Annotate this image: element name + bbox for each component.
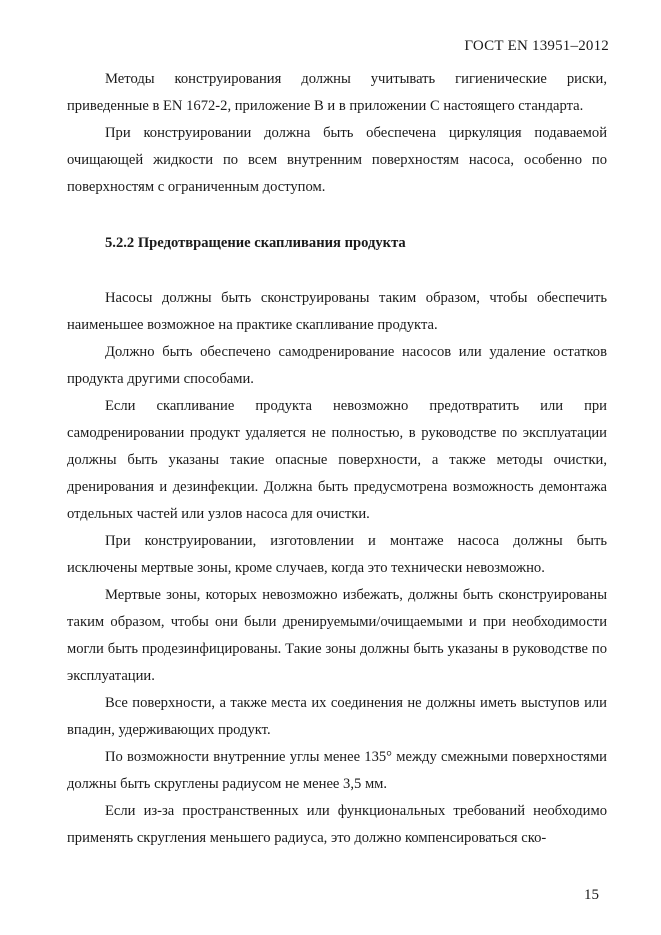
- document-body: [67, 66, 607, 852]
- section-paragraph-8: Если из-за пространственных или функциональных требований необходимо применять скругления меньшего радиуса, это должно компенсироваться ско-: [67, 803, 607, 846]
- page-number: 15: [584, 887, 599, 903]
- intro-paragraph-2: При конструировании должна быть обеспечена циркуляция подаваемой очищающей жидкости по всем внутренним поверхностям насоса, особенно по поверхностям с ограниченным доступом.: [67, 125, 607, 195]
- intro-paragraph-1: Методы конструирования должны учитывать гигиенические риски, приведенные в EN 1672-2, приложение B и в приложении C настоящего стандарта.: [67, 71, 607, 114]
- section-paragraph-7: По возможности внутренние углы менее 135° между смежными поверхностями должны быть скруглены радиусом не менее 3,5 мм.: [67, 749, 607, 792]
- section-paragraph-2: Должно быть обеспечено самодренирование насосов или удаление остатков продукта другими способами.: [67, 344, 607, 387]
- document-header: ГОСТ EN 13951–2012: [464, 38, 609, 54]
- section-paragraph-5: Мертвые зоны, которых невозможно избежать, должны быть сконструированы таким образом, чтобы они были дренируемыми/очищаемыми и при необходимости могли быть продезинфицированы. Такие зоны должны быть указаны в руководстве по эксплуатации.: [67, 587, 607, 684]
- section-paragraph-3: Если скапливание продукта невозможно предотвратить или при самодренировании продукт удаляется не полностью, в руководстве по эксплуатации должны быть указаны такие опасные поверхности, а также методы очистки, дренирования и дезинфекции. Должна быть предусмотрена возможность демонтажа отдельных частей или узлов насоса для очистки.: [67, 398, 607, 522]
- section-paragraph-1: Насосы должны быть сконструированы таким образом, чтобы обеспечить наименьшее возможное на практике скапливание продукта.: [67, 290, 607, 333]
- section-title: 5.2.2 Предотвращение скапливания продукта: [105, 235, 406, 251]
- section-paragraph-6: Все поверхности, а также места их соединения не должны иметь выступов или впадин, удерживающих продукт.: [67, 695, 607, 738]
- section-paragraph-4: При конструировании, изготовлении и монтаже насоса должны быть исключены мертвые зоны, кроме случаев, когда это технически невозможно.: [67, 533, 607, 576]
